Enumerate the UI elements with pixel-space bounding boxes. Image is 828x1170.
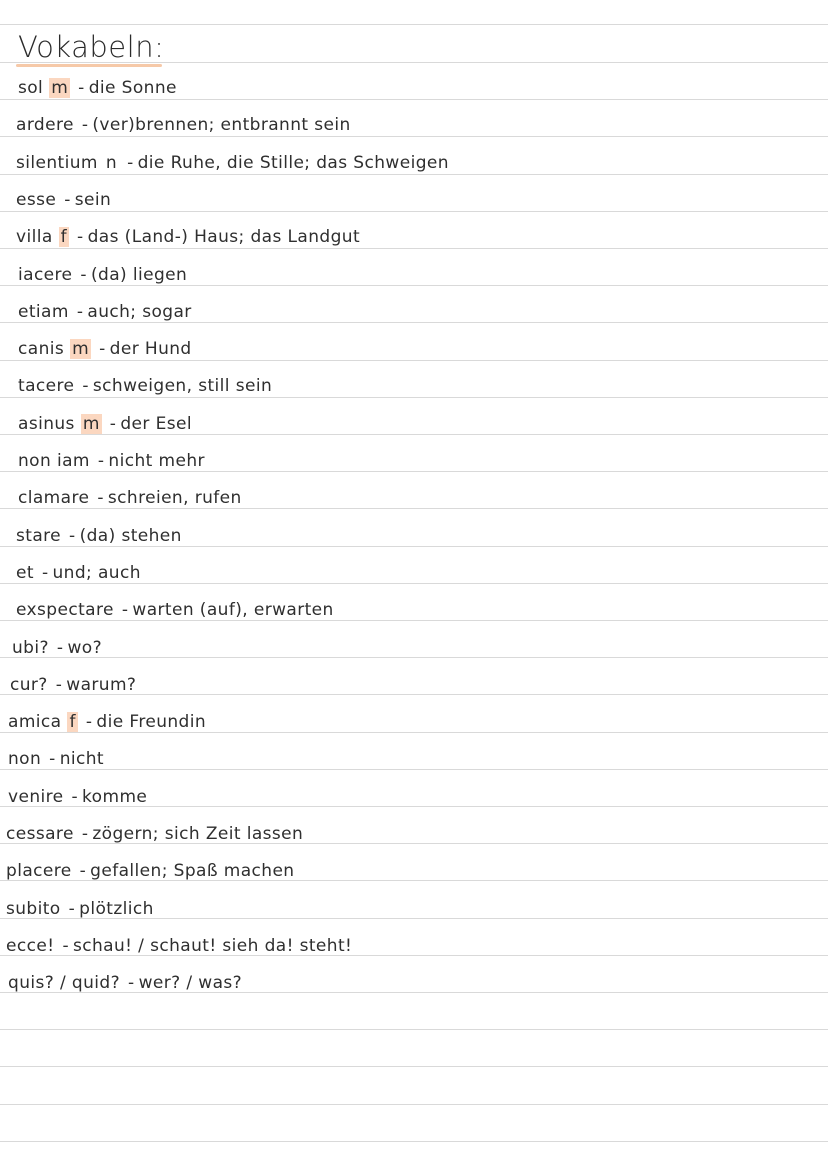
latin-term: quis? / quid?: [8, 973, 121, 994]
german-meaning: nicht mehr: [108, 451, 205, 471]
latin-term: exspectare: [16, 600, 114, 621]
vocab-entry: [18, 78, 177, 98]
gender-marker: f: [60, 227, 68, 248]
ruled-line: [0, 546, 828, 547]
dash-separator: -: [41, 562, 49, 583]
ruled-line: [0, 174, 828, 175]
ruled-line: [0, 769, 828, 770]
latin-term: clamare: [18, 488, 90, 509]
dash-separator: -: [81, 824, 89, 844]
latin-term: sol: [18, 78, 44, 98]
ruled-line: [0, 471, 828, 472]
vocab-entry: [6, 824, 303, 844]
latin-term: stare: [16, 525, 62, 546]
gender-marker: m: [72, 339, 90, 360]
german-meaning: (da) stehen: [79, 525, 182, 546]
vocab-entry: [6, 899, 154, 919]
vocab-entry: [8, 749, 104, 769]
latin-term: iacere: [18, 264, 73, 285]
german-meaning: schweigen, still sein: [92, 376, 273, 397]
dash-separator: -: [56, 637, 64, 658]
german-meaning: der Esel: [120, 413, 192, 434]
german-meaning: sein: [74, 189, 112, 210]
ruled-line: [0, 322, 828, 323]
vocab-entry: [16, 563, 141, 583]
gender-marker: m: [51, 78, 69, 98]
title-highlight: [16, 64, 162, 67]
ruled-line: [0, 99, 828, 100]
german-meaning: (ver)brennen; entbrannt sein: [92, 115, 351, 136]
latin-term: cur?: [10, 674, 48, 695]
dash-separator: -: [97, 451, 105, 471]
vocab-entry: [18, 302, 192, 322]
latin-term: subito: [6, 898, 61, 919]
dash-separator: -: [62, 935, 69, 956]
latin-term: et: [16, 562, 34, 583]
dash-separator: -: [128, 973, 135, 994]
ruled-line: [0, 136, 828, 137]
vocab-entry: [8, 973, 242, 993]
vocab-entry: [16, 227, 360, 247]
vocab-entry: [16, 115, 351, 135]
german-meaning: wer? / was?: [138, 973, 243, 994]
dash-separator: -: [68, 898, 76, 919]
ruled-line: [0, 360, 828, 361]
latin-term: non iam: [18, 451, 90, 471]
latin-term: etiam: [18, 301, 69, 322]
dash-separator: -: [85, 712, 93, 733]
ruled-line: [0, 1066, 828, 1067]
ruled-line: [0, 285, 828, 286]
latin-term: placere: [6, 861, 72, 882]
german-meaning: schau! / schaut! sieh da! steht!: [72, 935, 353, 956]
dash-separator: -: [78, 78, 85, 98]
vocab-entry: [18, 488, 242, 508]
dash-separator: -: [127, 152, 134, 173]
dash-separator: -: [80, 264, 87, 285]
ruled-line: [0, 732, 828, 733]
german-meaning: und; auch: [52, 562, 141, 583]
german-meaning: warum?: [66, 674, 137, 695]
ruled-line: [0, 24, 828, 25]
dash-separator: -: [64, 189, 71, 210]
ruled-line: [0, 211, 828, 212]
vocab-entry: [6, 936, 352, 956]
vocab-entry: [10, 675, 136, 695]
german-meaning: der Hund: [109, 339, 192, 360]
latin-term: ubi?: [12, 637, 49, 658]
vocab-entry: [8, 712, 206, 732]
dash-separator: -: [69, 525, 76, 546]
latin-term: cessare: [6, 824, 74, 844]
vocab-entry: [6, 861, 294, 881]
dash-separator: -: [99, 339, 106, 360]
latin-term: canis: [18, 339, 65, 360]
dash-separator: -: [121, 600, 129, 621]
german-meaning: das (Land-) Haus; das Landgut: [87, 227, 361, 248]
german-meaning: schreien, rufen: [107, 488, 242, 509]
dash-separator: -: [71, 786, 79, 807]
vocab-entry: [18, 451, 205, 471]
vocab-entry: [18, 414, 192, 434]
ruled-line: [0, 248, 828, 249]
german-meaning: die Freundin: [96, 712, 207, 733]
latin-term: tacere: [18, 376, 75, 397]
vocab-entry: [16, 526, 182, 546]
ruled-line: [0, 657, 828, 658]
dash-separator: -: [97, 488, 104, 509]
german-meaning: komme: [82, 786, 148, 807]
vocab-entry: [8, 787, 147, 807]
german-meaning: (da) liegen: [90, 264, 188, 285]
dash-separator: -: [79, 861, 87, 882]
page-title: Vokabeln:: [18, 30, 165, 64]
latin-term: non: [8, 749, 42, 770]
ruled-line: [0, 583, 828, 584]
latin-term: silentium: [16, 152, 98, 173]
latin-term: esse: [16, 189, 57, 210]
german-meaning: warten (auf), erwarten: [132, 600, 334, 621]
german-meaning: gefallen; Spaß machen: [90, 861, 295, 882]
vocab-entry: [16, 600, 334, 620]
latin-term: ardere: [16, 115, 74, 136]
latin-term: villa: [16, 227, 53, 248]
german-meaning: zögern; sich Zeit lassen: [92, 824, 304, 844]
vocab-entry: [16, 153, 449, 173]
german-meaning: wo?: [67, 637, 102, 658]
dash-separator: -: [49, 749, 56, 770]
latin-term: amica: [8, 712, 62, 733]
ruled-line: [0, 397, 828, 398]
dash-separator: -: [82, 376, 89, 397]
vocab-entry: [18, 376, 272, 396]
german-meaning: die Sonne: [88, 78, 177, 98]
dash-separator: -: [77, 227, 84, 248]
vocab-entry: [12, 638, 102, 658]
dash-separator: -: [81, 115, 89, 136]
dash-separator: -: [109, 413, 117, 434]
gender-marker: m: [82, 413, 100, 434]
dash-separator: -: [55, 674, 63, 695]
latin-term: asinus: [18, 413, 75, 434]
latin-term: venire: [8, 786, 64, 807]
dash-separator: -: [76, 301, 84, 322]
latin-term: ecce!: [6, 935, 55, 956]
gender-marker: n: [105, 152, 118, 173]
ruled-line: [0, 1029, 828, 1030]
german-meaning: plötzlich: [79, 898, 154, 919]
gender-marker: f: [69, 712, 76, 733]
german-meaning: nicht: [59, 749, 104, 770]
german-meaning: die Ruhe, die Stille; das Schweigen: [137, 152, 449, 173]
vocab-entry: [18, 339, 192, 359]
ruled-line: [0, 1104, 828, 1105]
ruled-line: [0, 1141, 828, 1142]
vocab-entry: [18, 265, 187, 285]
ruled-line: [0, 434, 828, 435]
vocab-entry: [16, 190, 111, 210]
german-meaning: auch; sogar: [87, 301, 192, 322]
